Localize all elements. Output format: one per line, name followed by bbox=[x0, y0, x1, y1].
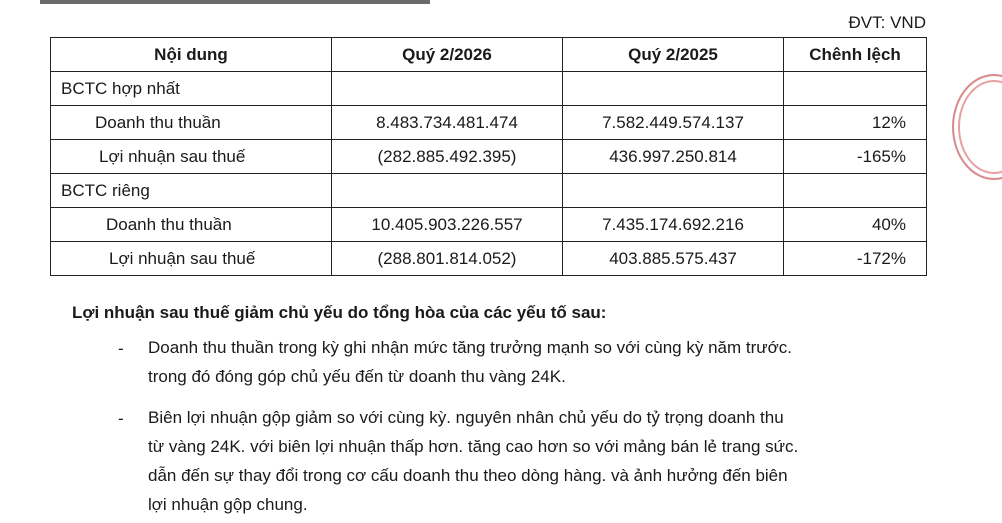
section-row-separate bbox=[51, 174, 927, 208]
financial-results-table bbox=[50, 37, 927, 276]
table-row bbox=[51, 208, 927, 242]
paragraph-line: lợi nhuận gộp chung. bbox=[148, 495, 308, 514]
header-q2-2026: Quý 2/2026 bbox=[332, 38, 563, 72]
bullet-marker: - bbox=[118, 339, 124, 358]
top-cropped-text-strip bbox=[40, 0, 430, 4]
value-q2-2026: 10.405.903.226.557 bbox=[332, 208, 563, 242]
section-label: BCTC riêng bbox=[51, 174, 332, 208]
paragraph-line: từ vàng 24K. với biên lợi nhuận thấp hơn. tăng cao hơn so với mảng bán lẻ trang sức. bbox=[148, 437, 799, 456]
table-row bbox=[51, 140, 927, 174]
row-label: Doanh thu thuần bbox=[51, 106, 332, 140]
value-change: 12% bbox=[784, 106, 927, 140]
value-q2-2026: 8.483.734.481.474 bbox=[332, 106, 563, 140]
explanation-heading: Lợi nhuận sau thuế giảm chủ yếu do tổng hòa của các yếu tố sau: bbox=[72, 303, 607, 322]
value-change: -172% bbox=[784, 242, 927, 276]
empty-cell bbox=[332, 174, 563, 208]
paragraph-line: trong đó đóng góp chủ yếu đến từ doanh thu vàng 24K. bbox=[148, 367, 566, 386]
bullet-paragraph-margin bbox=[148, 403, 938, 519]
row-label: Lợi nhuận sau thuế bbox=[51, 242, 332, 276]
table-row bbox=[51, 106, 927, 140]
value-q2-2026: (288.801.814.052) bbox=[332, 242, 563, 276]
empty-cell bbox=[563, 174, 784, 208]
value-change: 40% bbox=[784, 208, 927, 242]
header-change: Chênh lệch bbox=[784, 38, 927, 72]
paragraph-line: Biên lợi nhuận gộp giảm so với cùng kỳ. nguyên nhân chủ yếu do tỷ trọng doanh thu bbox=[148, 408, 784, 427]
company-seal-stamp bbox=[952, 74, 1002, 180]
table-header-row bbox=[51, 38, 927, 72]
empty-cell bbox=[784, 174, 927, 208]
value-q2-2025: 7.582.449.574.137 bbox=[563, 106, 784, 140]
table-row bbox=[51, 242, 927, 276]
section-row-consolidated bbox=[51, 72, 927, 106]
value-q2-2025: 7.435.174.692.216 bbox=[563, 208, 784, 242]
value-q2-2026: (282.885.492.395) bbox=[332, 140, 563, 174]
value-q2-2025: 436.997.250.814 bbox=[563, 140, 784, 174]
header-content: Nội dung bbox=[51, 38, 332, 72]
row-label: Lợi nhuận sau thuế bbox=[51, 140, 332, 174]
section-label: BCTC hợp nhất bbox=[51, 72, 332, 106]
empty-cell bbox=[332, 72, 563, 106]
value-q2-2025: 403.885.575.437 bbox=[563, 242, 784, 276]
value-change: -165% bbox=[784, 140, 927, 174]
empty-cell bbox=[563, 72, 784, 106]
unit-label: ĐVT: VND bbox=[848, 13, 926, 32]
bullet-paragraph-revenue bbox=[148, 333, 938, 391]
paragraph-line: Doanh thu thuần trong kỳ ghi nhận mức tăng trưởng mạnh so với cùng kỳ năm trước. bbox=[148, 338, 793, 357]
paragraph-line: dẫn đến sự thay đổi trong cơ cấu doanh thu theo dòng hàng. và ảnh hưởng đến biên bbox=[148, 466, 788, 485]
bullet-marker: - bbox=[118, 409, 124, 428]
header-q2-2025: Quý 2/2025 bbox=[563, 38, 784, 72]
row-label: Doanh thu thuần bbox=[51, 208, 332, 242]
empty-cell bbox=[784, 72, 927, 106]
